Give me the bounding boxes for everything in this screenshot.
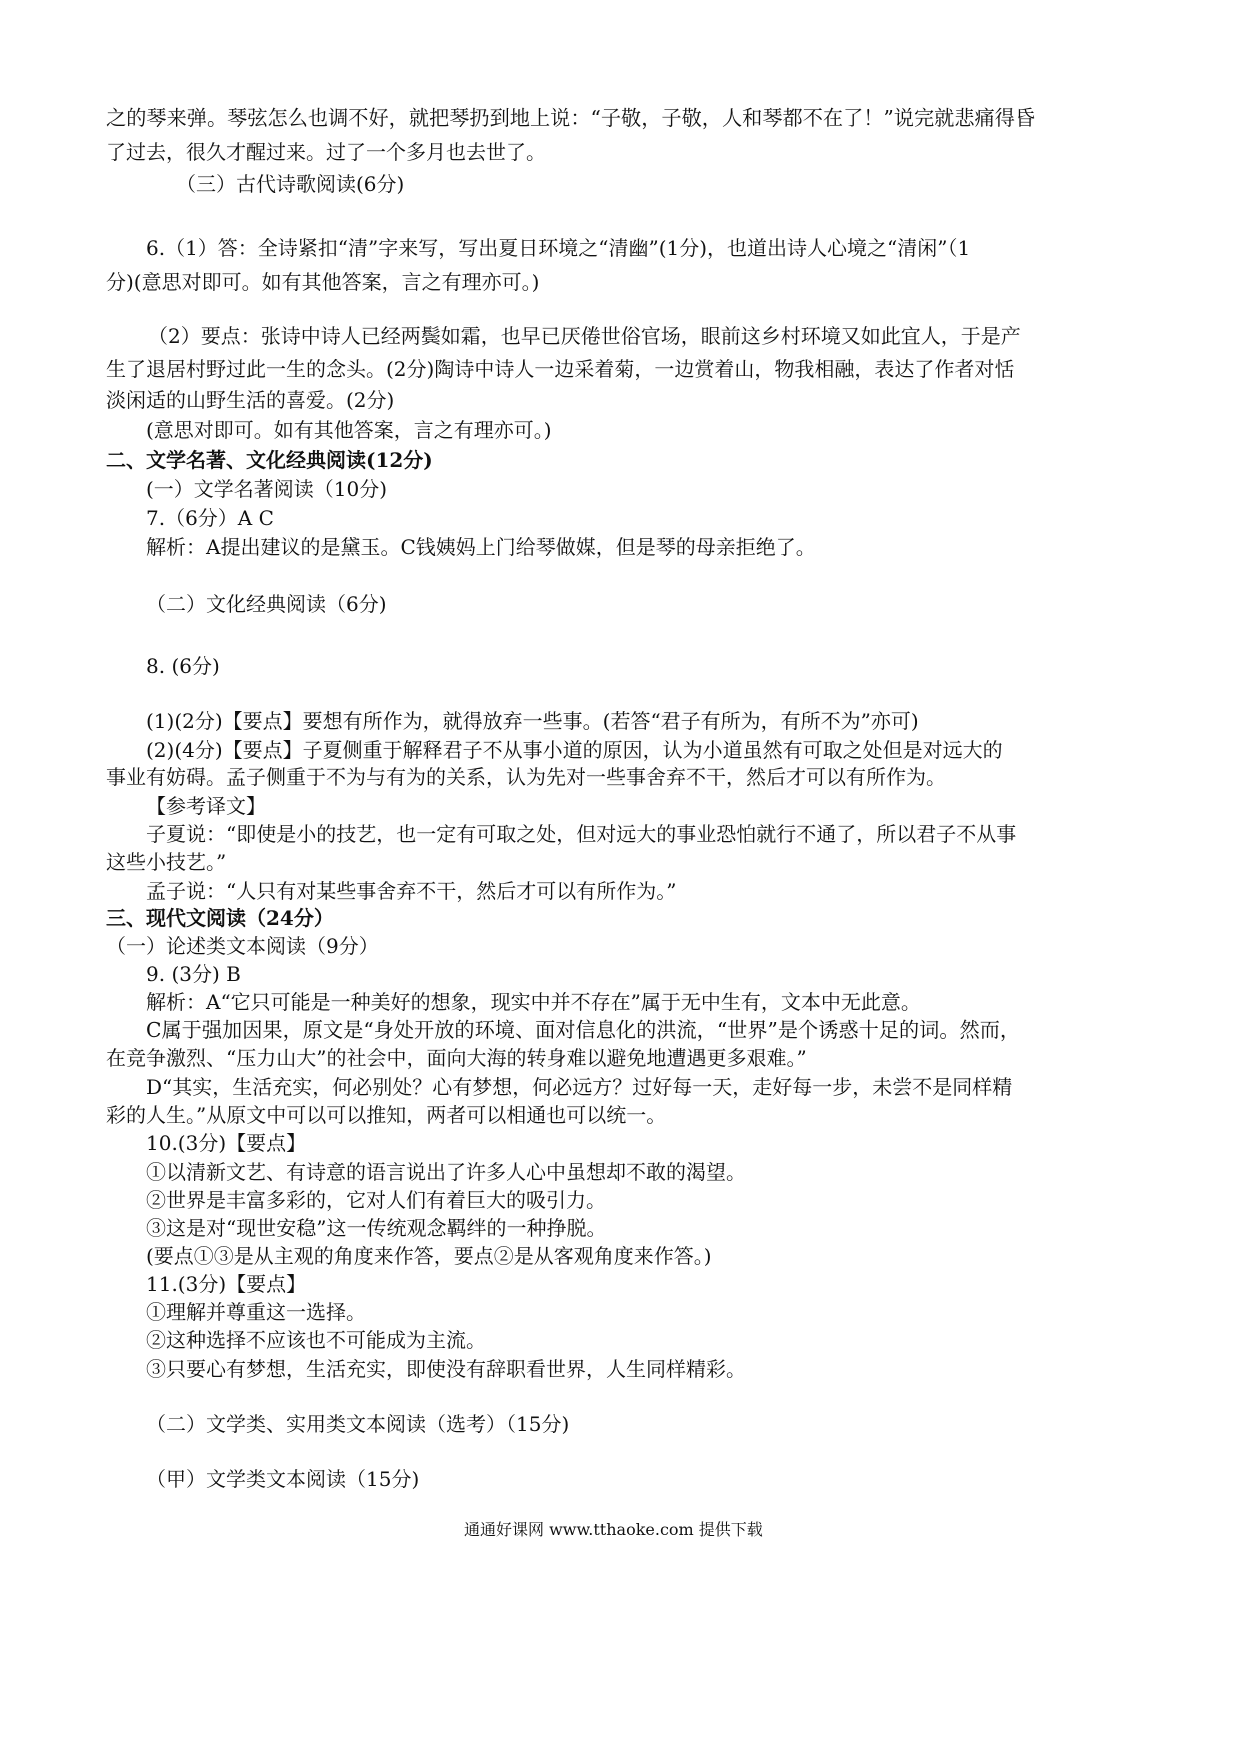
text-line: 彩的人生。”从原文中可以可以推知，两者可以相通也可以统一。 (106, 1103, 667, 1127)
list-item: ③这是对“现世安稳”这一传统观念羁绊的一种挣脱。 (146, 1216, 607, 1240)
text-line: 在竞争激烈、“压力山大”的社会中，面向大海的转身难以避免地遭遇更多艰难。” (106, 1046, 807, 1070)
text-line: 淡闲适的山野生活的喜爱。(2分) (106, 388, 395, 412)
section-heading: （三）古代诗歌阅读(6分) (176, 172, 405, 196)
list-item: ③只要心有梦想，生活充实，即使没有辞职看世界，人生同样精彩。 (146, 1357, 746, 1381)
text-line: 解析：A提出建议的是黛玉。C钱姨妈上门给琴做媒，但是琴的母亲拒绝了。 (146, 535, 816, 559)
text-line: C属于强加因果，原文是“身处开放的环境、面对信息化的洪流，“世界”是个诱惑十足的词。然而， (146, 1018, 1021, 1042)
section-heading: 二、文学名著、文化经典阅读(12分) (106, 448, 433, 472)
text-line: (2)(4分)【要点】子夏侧重于解释君子不从事小道的原因，认为小道虽然有可取之处但是对远大的 (146, 738, 1003, 762)
answer-line: 9. (3分) B (146, 962, 241, 986)
text-line: D“其实，生活充实，何必别处？心有梦想，何必远方？过好每一天，走好每一步，未尝不是同样精 (146, 1075, 1013, 1099)
text-line: 【参考译文】 (146, 794, 266, 818)
answer-line: 10.(3分)【要点】 (146, 1131, 307, 1155)
list-item: ①以清新文艺、有诗意的语言说出了许多人心中虽想却不敢的渴望。 (146, 1160, 746, 1184)
section-heading: （一）论述类文本阅读（9分） (106, 934, 379, 958)
text-line: 之的琴来弹。琴弦怎么也调不好，就把琴扔到地上说：“子敬，子敬，人和琴都不在了！”说完就悲痛得昏 (106, 106, 1036, 130)
list-item: ②世界是丰富多彩的，它对人们有着巨大的吸引力。 (146, 1188, 606, 1212)
text-line: 6.（1）答：全诗紧扣“清”字来写，写出夏日环境之“清幽”(1分)，也道出诗人心境之“清闲”（1 (146, 236, 971, 260)
text-line: 分)(意思对即可。如有其他答案，言之有理亦可。) (106, 270, 540, 294)
answer-line: 11.(3分)【要点】 (146, 1272, 307, 1296)
text-line: 了过去，很久才醒过来。过了一个多月也去世了。 (106, 140, 546, 164)
list-item: ②这种选择不应该也不可能成为主流。 (146, 1328, 486, 1352)
text-line: 这些小技艺。” (106, 850, 227, 874)
answer-line: 7.（6分）A C (146, 506, 274, 530)
text-line: 子夏说：“即使是小的技艺，也一定有可取之处，但对远大的事业恐怕就行不通了，所以君子不从事 (146, 822, 1017, 846)
section-heading: （二）文化经典阅读（6分) (146, 592, 387, 616)
text-line: (意思对即可。如有其他答案，言之有理亦可。) (146, 418, 552, 442)
text-line: （2）要点：张诗中诗人已经两鬓如霜，也早已厌倦世俗官场，眼前这乡村环境又如此宜人，于是产 (148, 324, 1021, 348)
text-line: (要点①③是从主观的角度来作答，要点②是从客观角度来作答。) (146, 1244, 712, 1268)
section-heading: (一）文学名著阅读（10分) (146, 477, 388, 501)
text-line: 事业有妨碍。孟子侧重于不为与有为的关系，认为先对一些事舍弃不干，然后才可以有所作为。 (106, 765, 946, 789)
section-heading: 三、现代文阅读（24分） (106, 906, 334, 930)
text-line: 解析：A“它只可能是一种美好的想象，现实中并不存在”属于无中生有，文本中无此意。 (146, 990, 921, 1014)
text-line: (1)(2分)【要点】要想有所作为，就得放弃一些事。(若答“君子有所为，有所不为”亦可) (146, 709, 919, 733)
text-line: 生了退居村野过此一生的念头。(2分)陶诗中诗人一边采着菊，一边赏着山，物我相融，表达了作者对恬 (106, 357, 1015, 381)
page-footer: 通通好课网 www.tthaoke.com 提供下载 (464, 1520, 763, 1539)
section-heading: （二）文学类、实用类文本阅读（选考）（15分) (146, 1412, 570, 1436)
answer-line: 8. (6分) (146, 654, 220, 678)
list-item: ①理解并尊重这一选择。 (146, 1300, 366, 1324)
text-line: 孟子说：“人只有对某些事舍弃不干，然后才可以有所作为。” (146, 879, 677, 903)
section-heading: （甲）文学类文本阅读（15分) (146, 1467, 420, 1491)
